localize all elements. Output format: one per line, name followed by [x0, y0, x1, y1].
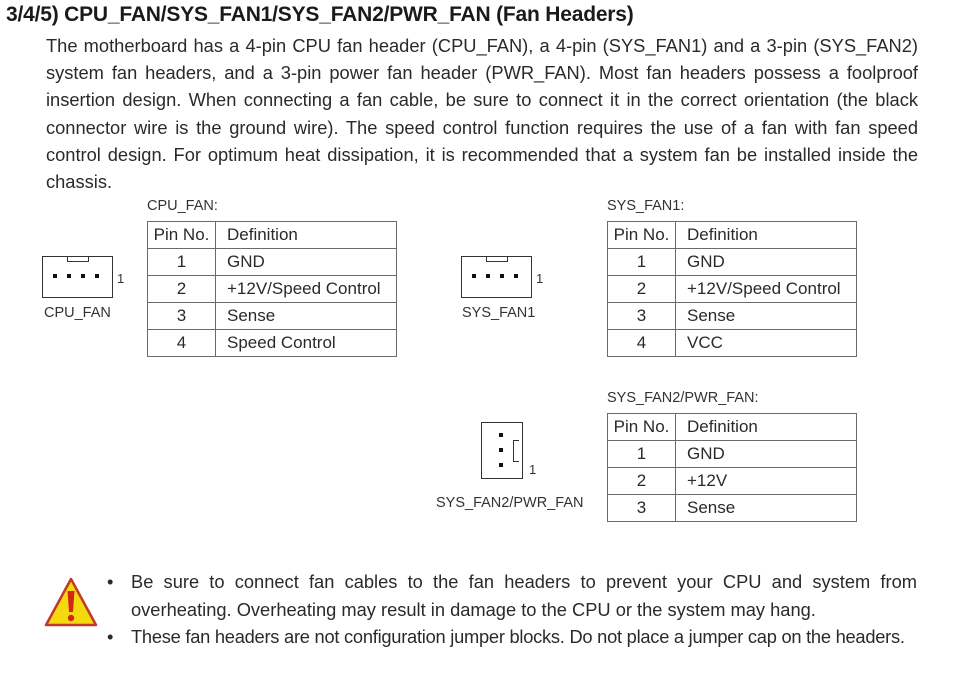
pin-number: 3 — [608, 495, 676, 522]
connector-key-notch — [67, 256, 89, 262]
table-header-row — [608, 414, 857, 441]
pin-dot — [486, 274, 490, 278]
table-header-row — [608, 222, 857, 249]
cpu-fan-connector-diagram — [42, 256, 113, 298]
pin-dot — [95, 274, 99, 278]
sys-fan1-table-caption: SYS_FAN1: — [607, 198, 685, 214]
cpu-fan-pin1-marker: 1 — [117, 271, 125, 286]
pin-dot — [81, 274, 85, 278]
pin-column-header: Pin No. — [608, 414, 676, 441]
pin-number: 1 — [608, 441, 676, 468]
connector-key-notch — [486, 256, 508, 262]
table-row — [148, 276, 397, 303]
section-heading: 3/4/5) CPU_FAN/SYS_FAN1/SYS_FAN2/PWR_FAN (Fan Headers) — [6, 3, 634, 26]
pin-number: 3 — [608, 303, 676, 330]
warning-icon — [43, 576, 99, 628]
table-row — [608, 441, 857, 468]
pin-definition: GND — [676, 441, 857, 468]
pin-definition: GND — [676, 249, 857, 276]
table-row — [608, 330, 857, 357]
pin-column-header: Pin No. — [148, 222, 216, 249]
pin-dot — [67, 274, 71, 278]
pin-number: 4 — [608, 330, 676, 357]
pin-dot — [499, 433, 503, 437]
pin-number: 2 — [608, 276, 676, 303]
sys-fan1-pin1-marker: 1 — [536, 271, 544, 286]
pin-definition: Speed Control — [216, 330, 397, 357]
sys-fan2-table-caption: SYS_FAN2/PWR_FAN: — [607, 390, 759, 406]
connector-key-notch — [513, 440, 519, 462]
pin-dot — [500, 274, 504, 278]
definition-column-header: Definition — [676, 414, 857, 441]
sys-fan2-connector-diagram — [481, 422, 523, 479]
table-row — [608, 303, 857, 330]
table-row — [148, 330, 397, 357]
table-row — [148, 249, 397, 276]
pin-number: 1 — [148, 249, 216, 276]
sys-fan2-pin-table — [607, 413, 857, 522]
sys-fan1-pin-table — [607, 221, 857, 357]
pin-number: 2 — [148, 276, 216, 303]
pin-definition: Sense — [676, 495, 857, 522]
sys-fan2-pin1-marker: 1 — [529, 462, 537, 477]
note-item: • These fan headers are not configuration jumper blocks. Do not place a jumper cap on the headers. — [105, 623, 917, 651]
pin-definition: +12V/Speed Control — [676, 276, 857, 303]
table-row — [148, 303, 397, 330]
pin-definition: +12V/Speed Control — [216, 276, 397, 303]
notes-list — [105, 568, 917, 651]
sys-fan2-connector-label: SYS_FAN2/PWR_FAN — [436, 495, 584, 511]
sys-fan1-connector-label: SYS_FAN1 — [462, 305, 536, 321]
pin-column-header: Pin No. — [608, 222, 676, 249]
warning-exclamation-dot — [68, 615, 74, 621]
pin-dot — [499, 448, 503, 452]
pin-definition: VCC — [676, 330, 857, 357]
pin-number: 2 — [608, 468, 676, 495]
pin-number: 4 — [148, 330, 216, 357]
table-header-row — [148, 222, 397, 249]
pin-number: 3 — [148, 303, 216, 330]
pin-dot — [514, 274, 518, 278]
cpu-fan-connector-label: CPU_FAN — [44, 305, 111, 321]
pin-dot — [499, 463, 503, 467]
pin-dot — [53, 274, 57, 278]
table-row — [608, 495, 857, 522]
pin-dot — [472, 274, 476, 278]
pin-definition: Sense — [676, 303, 857, 330]
note-item: • Be sure to connect fan cables to the fan headers to prevent your CPU and system from overheating. Overheating may result in damage to the CPU or the system may hang. — [105, 568, 917, 623]
pin-definition: Sense — [216, 303, 397, 330]
table-row — [608, 468, 857, 495]
pin-definition: GND — [216, 249, 397, 276]
intro-paragraph: The motherboard has a 4-pin CPU fan header (CPU_FAN), a 4-pin (SYS_FAN1) and a 3-pin (SYS_FAN2) system fan headers, and a 3-pin power fan header (PWR_FAN). Most fan headers possess a foolproof insertion design. When connecting a fan cable, be sure to connect it in the correct orientation (the black connector wire is the ground wire). The speed control function requires the use of a fan with fan speed control design. For optimum heat dissipation, it is recommended that a system fan be installed inside the chassis. — [46, 35, 918, 193]
pin-definition: +12V — [676, 468, 857, 495]
definition-column-header: Definition — [216, 222, 397, 249]
cpu-fan-pin-table — [147, 221, 397, 357]
sys-fan1-connector-diagram — [461, 256, 532, 298]
table-row — [608, 276, 857, 303]
pin-number: 1 — [608, 249, 676, 276]
cpu-fan-table-caption: CPU_FAN: — [147, 198, 218, 214]
definition-column-header: Definition — [676, 222, 857, 249]
table-row — [608, 249, 857, 276]
